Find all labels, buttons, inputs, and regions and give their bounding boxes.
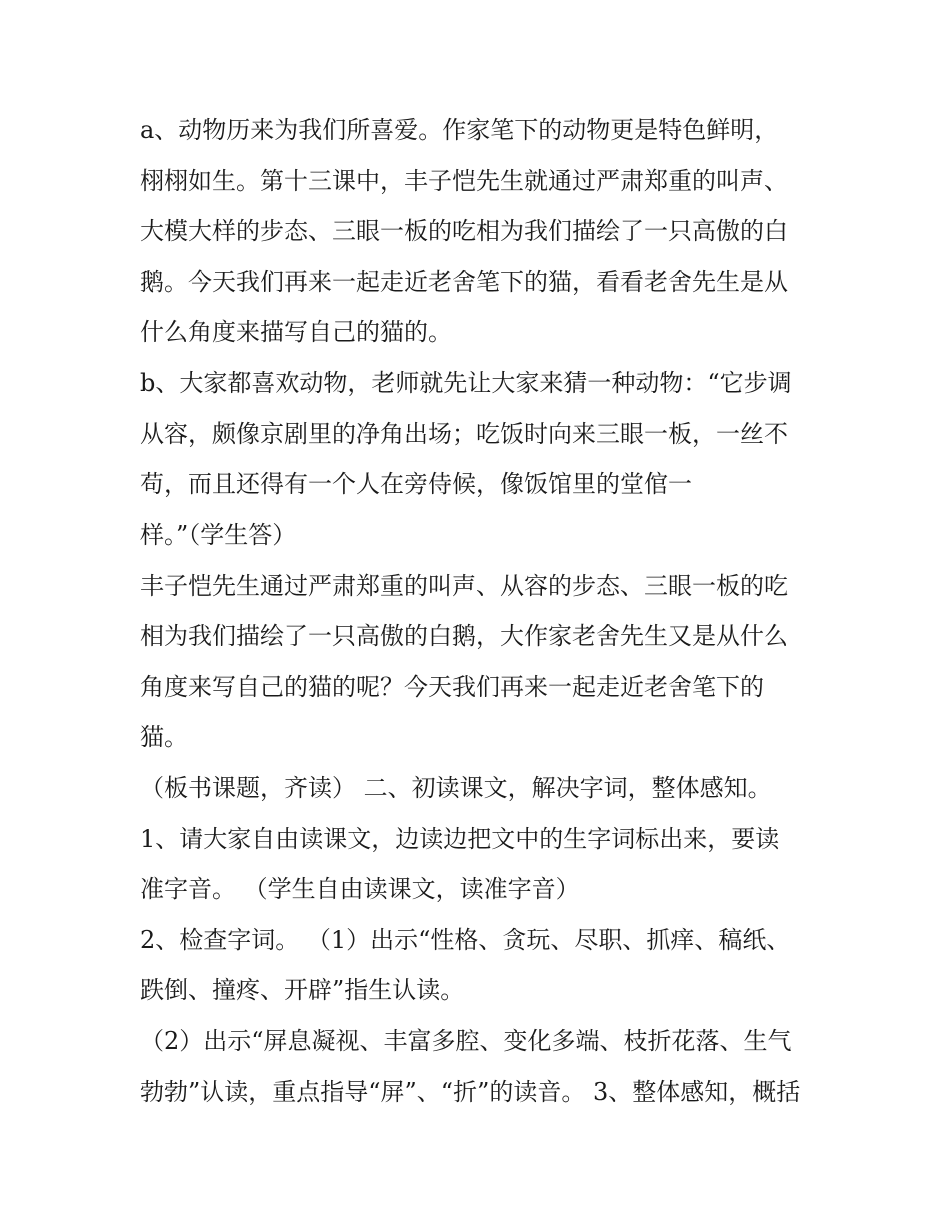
- text-line: 勃勃”认读，重点指导“屏”、“折”的读音。 3、整体感知，概括: [140, 1078, 801, 1106]
- text-line: 跌倒、撞疼、开辟”指生认读。: [140, 976, 465, 1004]
- text-line: 准字音。 （学生自由读课文，读准字音）: [140, 875, 580, 903]
- text-line: 猫。: [140, 723, 188, 751]
- text-line: 丰子恺先生通过严肃郑重的叫声、从容的步态、三眼一板的吃: [140, 572, 788, 600]
- text-line: （2）出示“屏息凝视、丰富多腔、变化多端、枝折花落、生气: [140, 1027, 792, 1055]
- text-line: 栩栩如生。第十三课中，丰子恺先生就通过严肃郑重的叫声、: [140, 167, 788, 195]
- text-line: b、大家都喜欢动物，老师就先让大家来猜一种动物：“它步调: [140, 369, 792, 397]
- text-line: （板书课题，齐读） 二、初读课文，解决字词，整体感知。: [140, 774, 772, 802]
- text-line: 大模大样的步态、三眼一板的吃相为我们描绘了一只高傲的白: [140, 217, 788, 245]
- text-line: 什么角度来描写自己的猫的。: [140, 318, 452, 346]
- text-line: 从容，颇像京剧里的净角出场；吃饭时向来三眼一板，一丝不: [140, 420, 788, 448]
- text-line: 鹅。今天我们再来一起走近老舍笔下的猫，看看老舍先生是从: [140, 268, 788, 296]
- text-line: a、动物历来为我们所喜爱。作家笔下的动物更是特色鲜明，: [140, 116, 779, 144]
- text-line: 样。”（学生答）: [140, 521, 297, 549]
- text-line: 2、检查字词。 （1）出示“性格、贪玩、尽职、抓痒、稿纸、: [140, 926, 791, 954]
- text-line: 1、请大家自由读课文，边读边把文中的生字词标出来，要读: [140, 825, 780, 853]
- text-line: 角度来写自己的猫的呢？今天我们再来一起走近老舍笔下的: [140, 673, 764, 701]
- text-line: 相为我们描绘了一只高傲的白鹅，大作家老舍先生又是从什么: [140, 622, 788, 650]
- text-line: 苟，而且还得有一个人在旁侍候，像饭馆里的堂倌一: [140, 470, 692, 498]
